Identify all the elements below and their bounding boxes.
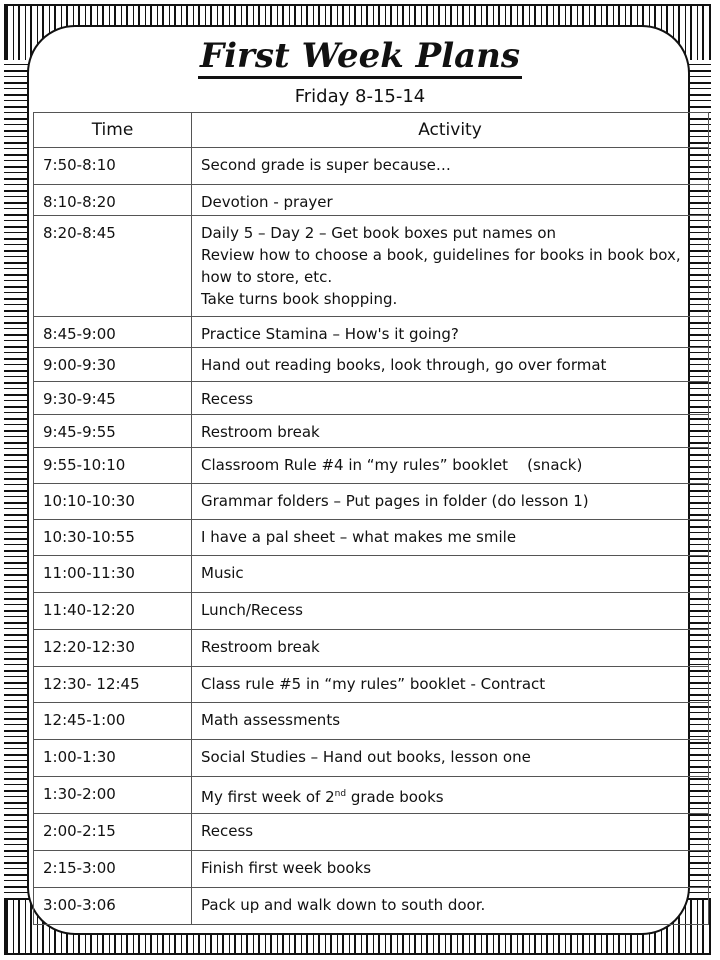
- activity-cell: [192, 484, 709, 520]
- activity-line: Finish first week books: [201, 859, 372, 877]
- table-row: [34, 317, 709, 348]
- time-cell: 11:40-12:20: [34, 593, 192, 630]
- activity-line: Devotion - prayer: [201, 193, 333, 211]
- activity-line: Math assessments: [201, 711, 341, 729]
- activity-line: Grammar folders – Put pages in folder (do lesson 1): [201, 492, 589, 510]
- activity-line: Pack up and walk down to south door.: [201, 896, 486, 914]
- table-row: [34, 740, 709, 777]
- activity-cell: [192, 148, 709, 185]
- time-cell: 11:00-11:30: [34, 556, 192, 593]
- time-cell: 8:45-9:00: [34, 317, 192, 348]
- time-cell: 12:20-12:30: [34, 630, 192, 667]
- activity-cell: [192, 317, 709, 348]
- table-row: [34, 593, 709, 630]
- activity-cell: [192, 703, 709, 740]
- activity-cell: [192, 667, 709, 703]
- activity-line: Review how to choose a book, guidelines for books in book box, how to store, etc.: [201, 246, 686, 286]
- activity-text: My first week of 2: [201, 788, 335, 806]
- activity-cell: [192, 851, 709, 888]
- table-row: [34, 520, 709, 556]
- activity-line: Practice Stamina – How's it going?: [201, 325, 459, 343]
- activity-line: Classroom Rule #4 in “my rules” booklet (snack): [201, 456, 583, 474]
- table-header-row: [34, 113, 709, 148]
- activity-cell: [192, 415, 709, 448]
- table-row: [34, 556, 709, 593]
- table-row: [34, 185, 709, 216]
- activity-line: Recess: [201, 390, 254, 408]
- activity-cell: [192, 556, 709, 593]
- table-row: [34, 148, 709, 185]
- header-time: Time: [34, 113, 192, 148]
- time-cell: 12:30- 12:45: [34, 667, 192, 703]
- table-row: [34, 703, 709, 740]
- activity-cell: [192, 593, 709, 630]
- table-row: [34, 814, 709, 851]
- activity-line: Second grade is super because…: [201, 156, 451, 174]
- schedule-table: [33, 112, 709, 925]
- time-cell: 7:50-8:10: [34, 148, 192, 185]
- table-row: [34, 851, 709, 888]
- activity-line: Restroom break: [201, 423, 320, 441]
- table-row: [34, 382, 709, 415]
- activity-cell: [192, 888, 709, 925]
- time-cell: 12:45-1:00: [34, 703, 192, 740]
- time-cell: 9:45-9:55: [34, 415, 192, 448]
- time-cell: 9:00-9:30: [34, 348, 192, 382]
- activity-text: grade books: [346, 788, 444, 806]
- header-activity: Activity: [192, 113, 709, 148]
- table-row: [34, 216, 709, 317]
- time-cell: 3:00-3:06: [34, 888, 192, 925]
- activity-cell: [192, 630, 709, 667]
- activity-line: Take turns book shopping.: [201, 290, 398, 308]
- activity-line: Class rule #5 in “my rules” booklet - Contract: [201, 675, 546, 693]
- table-row: [34, 484, 709, 520]
- table-row: [34, 448, 709, 484]
- activity-line: Hand out reading books, look through, go over format: [201, 356, 607, 374]
- time-cell: 1:00-1:30: [34, 740, 192, 777]
- time-cell: 9:55-10:10: [34, 448, 192, 484]
- activity-line: Daily 5 – Day 2 – Get book boxes put names on: [201, 224, 557, 242]
- page-subtitle: Friday 8-15-14: [294, 86, 426, 107]
- activity-line: Restroom break: [201, 638, 320, 656]
- activity-cell: [192, 216, 709, 317]
- time-cell: 2:15-3:00: [34, 851, 192, 888]
- table-row: [34, 777, 709, 814]
- time-cell: 8:10-8:20: [34, 185, 192, 216]
- activity-cell: [192, 185, 709, 216]
- time-cell: 9:30-9:45: [34, 382, 192, 415]
- activity-line: Recess: [201, 822, 254, 840]
- activity-line: Lunch/Recess: [201, 601, 303, 619]
- activity-cell: [192, 382, 709, 415]
- time-cell: 8:20-8:45: [34, 216, 192, 317]
- activity-cell: [192, 740, 709, 777]
- page-title-text: First Week Plans: [198, 36, 522, 79]
- table-row: [34, 415, 709, 448]
- activity-line: Music: [201, 564, 244, 582]
- activity-cell: [192, 448, 709, 484]
- time-cell: 1:30-2:00: [34, 777, 192, 814]
- activity-cell: [192, 814, 709, 851]
- time-cell: 2:00-2:15: [34, 814, 192, 851]
- table-row: [34, 888, 709, 925]
- activity-line: Social Studies – Hand out books, lesson one: [201, 748, 531, 766]
- activity-text: nd: [334, 789, 347, 799]
- table-row: [34, 348, 709, 382]
- activity-cell: [192, 777, 709, 814]
- page-title: [0, 36, 720, 76]
- time-cell: 10:30-10:55: [34, 520, 192, 556]
- table-row: [34, 667, 709, 703]
- time-cell: 10:10-10:30: [34, 484, 192, 520]
- table-row: [34, 630, 709, 667]
- activity-cell: [192, 520, 709, 556]
- activity-cell: [192, 348, 709, 382]
- activity-line: I have a pal sheet – what makes me smile: [201, 528, 517, 546]
